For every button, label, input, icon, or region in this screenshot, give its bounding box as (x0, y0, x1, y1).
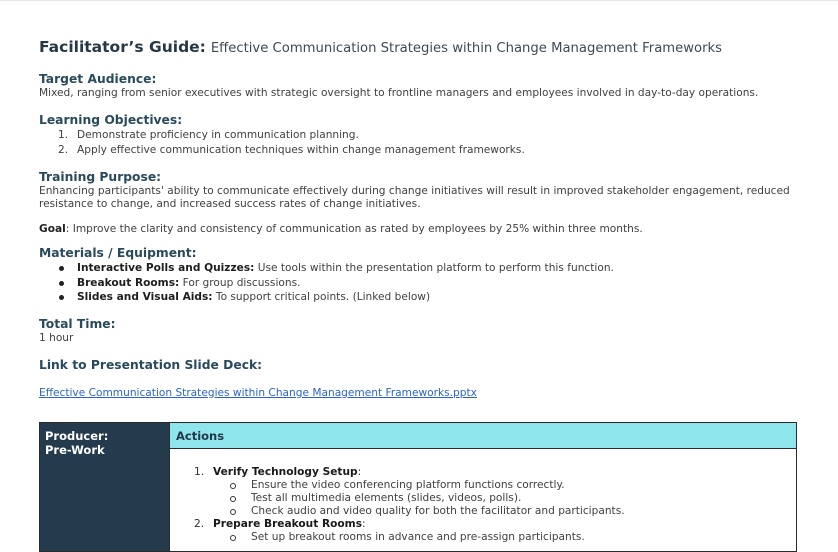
bullet-icon (59, 266, 64, 271)
section-slide-deck (39, 358, 799, 400)
materials-list (39, 261, 799, 305)
objective-item (39, 128, 799, 143)
target-audience-text: Mixed, ranging from senior executives with strategic oversight to frontline managers and employees involved in day-to-day operations. (39, 87, 759, 99)
bullet-icon (59, 281, 64, 286)
section-total-time (39, 317, 799, 345)
actions-header: Actions (170, 423, 796, 449)
objective-text: Apply effective communication techniques within change management frameworks. (77, 143, 525, 156)
objective-text: Demonstrate proficiency in communication planning. (77, 129, 359, 141)
material-name: Slides and Visual Aids: (77, 291, 213, 303)
action-substep (170, 492, 796, 505)
goal-text: : Improve the clarity and consistency of communication as rated by employees by 25% within three months. (65, 223, 643, 235)
action-step (170, 466, 796, 479)
action-substep (170, 505, 796, 518)
total-time-text: 1 hour (39, 331, 74, 344)
objective-number: 1. (58, 129, 69, 141)
section-training-purpose (39, 170, 799, 211)
phase-label: Pre-Work (45, 443, 105, 457)
step-number: 1. (194, 466, 205, 478)
document-page (39, 37, 799, 400)
target-audience-heading: Target Audience: (39, 72, 157, 86)
step-number: 2. (194, 518, 205, 530)
objective-item (39, 143, 799, 158)
step-suffix: : (357, 466, 362, 478)
slide-deck-link-row (39, 387, 799, 400)
objective-number: 2. (58, 143, 69, 156)
circle-bullet-icon (230, 509, 236, 515)
substep-text: Check audio and video quality for both the facilitator and participants. (251, 505, 625, 517)
substep-text: Set up breakout rooms in advance and pre-assign participants. (251, 531, 585, 543)
material-name: Breakout Rooms: (77, 276, 180, 289)
goal-line (39, 223, 799, 236)
goal-label: Goal (39, 223, 66, 235)
step-title: Verify Technology Setup (213, 466, 358, 478)
action-substep (170, 531, 796, 544)
material-desc: To support critical points. (Linked below) (212, 291, 431, 303)
section-learning-objectives (39, 113, 799, 157)
substep-text: Test all multimedia elements (slides, videos, polls). (251, 492, 522, 504)
material-item (39, 261, 799, 276)
objectives-list (39, 128, 799, 157)
step-title: Prepare Breakout Rooms (213, 518, 363, 530)
actions-cell (170, 449, 796, 551)
slide-deck-link[interactable]: Effective Communication Strategies within Change Management Frameworks.pptx (39, 386, 477, 399)
section-target-audience (39, 72, 799, 100)
role-label: Producer: (45, 429, 109, 443)
material-item (39, 276, 799, 291)
action-step (170, 518, 796, 531)
role-cell (40, 423, 170, 551)
circle-bullet-icon (230, 496, 236, 502)
material-desc: Use tools within the presentation platform to perform this function. (254, 262, 614, 274)
producer-actions-table (39, 422, 797, 552)
circle-bullet-icon (230, 535, 236, 541)
document-title (39, 37, 799, 59)
action-substep (170, 479, 796, 492)
material-name: Interactive Polls and Quizzes: (77, 262, 255, 274)
top-border (0, 0, 838, 1)
title-subject: Effective Communication Strategies within Change Management Frameworks (210, 41, 723, 56)
training-purpose-text: Enhancing participants' ability to communicate effectively during change initiatives will result in improved stakeholder engagement, reduced resistance to change, and increased success rates of change initiatives. (39, 185, 790, 210)
section-materials (39, 246, 799, 305)
slide-deck-heading: Link to Presentation Slide Deck: (39, 357, 263, 372)
materials-heading: Materials / Equipment: (39, 246, 197, 260)
training-purpose-heading: Training Purpose: (39, 170, 162, 184)
title-lead: Facilitator’s Guide: (39, 38, 206, 56)
circle-bullet-icon (230, 483, 236, 489)
material-item (39, 290, 799, 305)
bullet-icon (59, 295, 64, 300)
total-time-heading: Total Time: (39, 316, 116, 331)
step-suffix: : (362, 518, 366, 530)
learning-objectives-heading: Learning Objectives: (39, 113, 183, 127)
material-desc: For group discussions. (179, 276, 301, 289)
substep-text: Ensure the video conferencing platform functions correctly. (251, 479, 565, 491)
